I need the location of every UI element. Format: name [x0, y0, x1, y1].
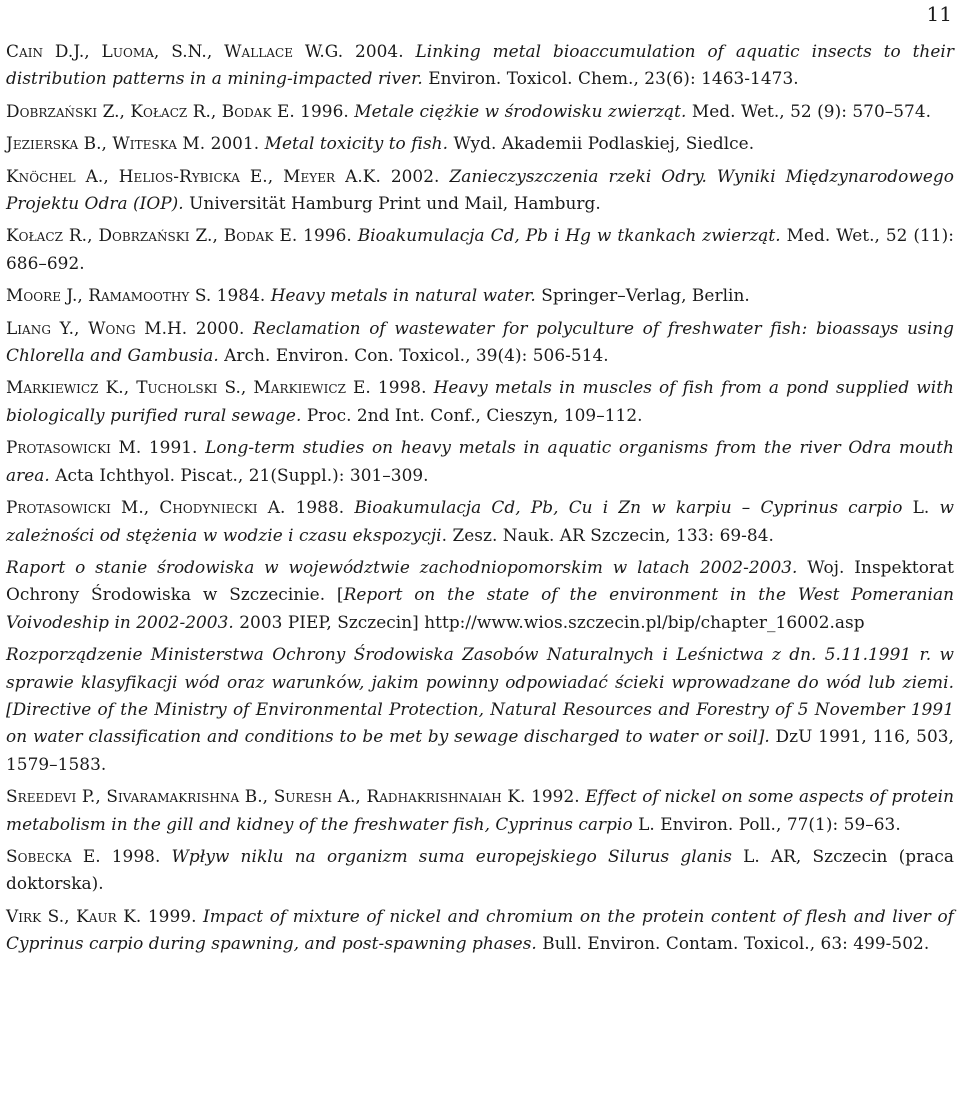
reference-entry — [6, 641, 954, 778]
reference-text: W.G. 2004. — [293, 41, 416, 61]
author-name: Jezierska — [6, 133, 79, 154]
reference-entry — [6, 315, 954, 370]
reference-title: w sprawie klasyfikacji wód oraz warunków, jakim powinny odpowiadać ścieki wprowadzane do wód lub ziemi. [Directive of the Ministry of Environmental Protection, Natural Resources and Forestry of 5 November 1991 on water classification and conditions to be met by sewage discharged to water or soil]. — [6, 644, 954, 747]
reference-text: D.J., — [43, 41, 102, 61]
reference-text: K. 1999. — [116, 905, 204, 926]
reference-text: E. 1996. — [273, 225, 358, 246]
reference-title: Reclamation of wastewater for polyculture of freshwater fish: bioassays using Chlorella and Gambusia. — [6, 317, 955, 366]
reference-text: M. 2001. — [176, 133, 265, 154]
author-name: Dobrzański — [6, 100, 98, 121]
reference-text: Med. Wet., 52 (11): 686–692. — [6, 225, 954, 273]
author-name: Radhakrishnaiah — [366, 786, 502, 807]
author-name: Markiewicz — [6, 377, 99, 398]
reference-text: 2003 PIEP, Szczecin] http://www.wios.szczecin.pl/bip/chapter_16002.asp — [233, 611, 865, 632]
reference-title: Linking metal bioaccumulation of aquatic insects to their distribution patterns in a mining-impacted river. — [6, 41, 954, 89]
reference-list — [6, 38, 954, 963]
reference-text: Springer–Verlag, Berlin. — [535, 285, 750, 306]
reference-text: R., — [62, 225, 99, 246]
reference-title: Rozporządzenie Ministerstwa Ochrony Środowiska Zasobów Naturalnych i Leśnictwa z dn. 5.11.1991 r. — [6, 644, 932, 665]
reference-text: Environ. Toxicol. Chem., 23(6): 1463-1473. — [422, 68, 799, 89]
author-name: Kołacz — [130, 100, 188, 121]
reference-text: R., — [187, 100, 222, 121]
reference-title: Effect of nickel on some aspects of protein metabolism in the gill and kidney of the freshwater fish, Cyprinus carpio — [6, 786, 955, 834]
author-name: Knöchel — [6, 165, 76, 186]
reference-text: A., — [75, 165, 119, 186]
reference-text: DzU 1991, 116, 503, 1579–1583. — [6, 726, 954, 774]
author-name: Meyer — [283, 165, 336, 186]
reference-title: Heavy metals in natural water. — [270, 285, 536, 306]
reference-text: P., — [76, 786, 107, 807]
reference-text: B., — [78, 133, 113, 154]
reference-title: Report on the state of the environment in the West Pomeranian Voivodeship in 2002-2003. — [6, 584, 954, 632]
reference-text: Arch. Environ. Con. Toxicol., 39(4): 506-514. — [218, 345, 609, 366]
reference-entry — [6, 130, 954, 157]
author-name: Kołacz — [6, 225, 63, 246]
reference-title: Raport o stanie środowiska w województwie zachodniopomorskim w latach 2002-2003. — [6, 556, 798, 577]
reference-entry — [6, 494, 954, 549]
reference-text: E., — [239, 165, 284, 186]
reference-text: E. 1998. — [71, 845, 172, 866]
reference-text: , S.N., — [153, 41, 225, 61]
reference-entry — [6, 843, 954, 898]
reference-text: A., — [332, 786, 367, 807]
reference-text: Z., — [97, 100, 131, 121]
reference-text: S., — [41, 905, 77, 926]
author-name: Luoma — [101, 41, 154, 61]
reference-title: w zależności od stężenia w wodzie i czasu ekspozycji — [6, 497, 954, 545]
author-name: Wallace — [224, 41, 294, 61]
reference-text: Y., — [50, 317, 89, 338]
reference-entry — [6, 783, 954, 838]
reference-text: M.H. 2000. — [135, 317, 254, 338]
author-name: Virk — [6, 905, 42, 926]
reference-title: Zanieczyszczenia rzeki Odry. Wyniki Międzynarodowego Projektu Odra (IOP). — [6, 165, 954, 214]
author-name: Kaur — [76, 905, 117, 926]
reference-entry — [6, 434, 954, 489]
author-name: Liang — [6, 317, 51, 338]
author-name: Protasowicki — [6, 497, 111, 518]
reference-text: E. 1998. — [345, 377, 434, 398]
author-name: Chodyniecki — [159, 497, 258, 518]
author-name: Witeska — [112, 133, 177, 154]
author-name: Sobecka — [6, 845, 72, 866]
reference-title: Long-term studies on heavy metals in aquatic organisms from the river Odra mouth area. — [6, 437, 954, 485]
author-name: Ramamoothy — [88, 285, 190, 306]
author-name: Bodak — [223, 225, 274, 246]
reference-entry — [6, 903, 954, 958]
reference-title: Bioakumulacja Cd, Pb i Hg w tkankach zwierząt. — [357, 225, 781, 246]
author-name: Protasowicki — [6, 437, 111, 458]
reference-entry — [6, 163, 954, 218]
reference-title: Metale ciężkie w środowisku zwierząt. — [354, 100, 687, 121]
reference-text: Med. Wet., 52 (9): 570–574. — [686, 100, 932, 121]
reference-text: A. 1988. — [257, 497, 355, 518]
reference-text: L. AR, Szczecin (praca doktorska). — [6, 845, 954, 894]
author-name: Dobrzański — [98, 225, 190, 246]
reference-text: B., — [239, 786, 274, 807]
author-name: Markiewicz — [253, 377, 346, 398]
reference-text: K., — [98, 377, 137, 398]
reference-text: Acta Ichthyol. Piscat., 21(Suppl.): 301–309. — [49, 464, 429, 485]
reference-text: Wyd. Akademii Podlaskiej, Siedlce. — [448, 133, 755, 154]
reference-text: Proc. 2nd Int. Conf., Cieszyn, 109–112. — [301, 404, 643, 425]
reference-text: M., — [110, 497, 160, 518]
reference-text: . Zesz. Nauk. AR Szczecin, 133: 69-84. — [441, 524, 774, 545]
reference-title: Bioakumulacja Cd, Pb, Cu i Zn w karpiu – Cyprinus carpio — [354, 497, 903, 518]
reference-text: L. Environ. Poll., 77(1): 59–63. — [632, 813, 901, 834]
author-name: Wong — [88, 317, 136, 338]
reference-text: K. 1992. — [501, 786, 586, 807]
reference-text: S., — [217, 377, 254, 398]
author-name: Sreedevi — [6, 786, 77, 807]
author-name: Helios-Rybicka — [118, 165, 240, 186]
reference-text: A.K. 2002. — [335, 165, 450, 186]
reference-text: J., — [61, 285, 89, 306]
author-name: Bodak — [221, 100, 272, 121]
reference-title: Metal toxicity to fish. — [264, 133, 449, 154]
reference-title: Heavy metals in muscles of fish from a pond supplied with biologically purified rural sewage. — [6, 377, 954, 425]
reference-text: S. 1984. — [189, 285, 271, 306]
reference-text: Woj. Inspektorat Ochrony Środowiska w Szczecinie. [ — [6, 556, 954, 605]
reference-text: Universität Hamburg Print und Mail, Hamburg. — [183, 193, 601, 214]
author-name: Cain — [6, 41, 44, 61]
reference-text: M. 1991. — [110, 437, 206, 458]
reference-entry — [6, 554, 954, 636]
reference-text: L. — [902, 497, 940, 518]
page-number: 11 — [926, 2, 952, 26]
reference-entry — [6, 282, 954, 309]
author-name: Sivaramakrishna — [106, 786, 240, 807]
reference-text: E. 1996. — [271, 100, 355, 121]
reference-entry — [6, 374, 954, 429]
reference-entry — [6, 222, 954, 277]
reference-text: Bull. Environ. Contam. Toxicol., 63: 499-502. — [536, 933, 930, 954]
reference-entry — [6, 38, 954, 93]
reference-text: Z., — [189, 225, 224, 246]
author-name: Suresh — [273, 786, 333, 807]
reference-title: Wpływ niklu na organizm suma europejskiego Silurus glanis — [171, 845, 732, 866]
reference-title: Impact of mixture of nickel and chromium on the protein content of flesh and liver of Cyprinus carpio during spawning, and post-spawning phases. — [6, 905, 954, 954]
author-name: Moore — [6, 285, 62, 306]
author-name: Tucholski — [136, 377, 218, 398]
reference-entry — [6, 98, 954, 125]
